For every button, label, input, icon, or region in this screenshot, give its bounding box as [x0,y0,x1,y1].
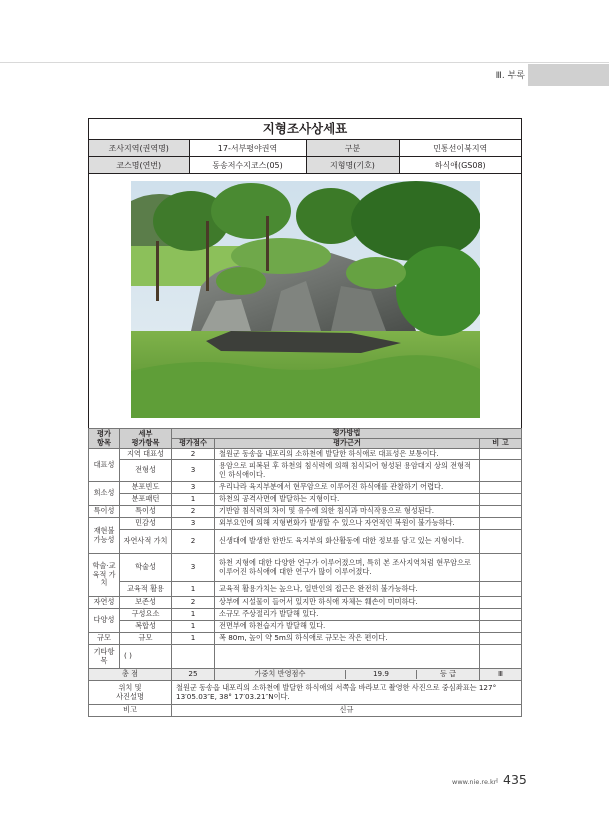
section-label: Ⅲ. 부록 [495,71,525,81]
course-value: 동송저수지코스(05) [189,157,306,174]
note-header: 비 고 [480,439,522,449]
score-cell: 1 [172,609,215,621]
sub-item-cell: 특이성 [120,506,172,518]
location-description: 철원군 동송읍 내포리의 소하천에 발달한 하식애의 서쪽을 바라보고 촬영한 사진으로 중심좌표는 127° 13′05.03″E, 38° 17′03.21″N이다. [172,681,522,705]
sub-item-cell: 복합성 [120,621,172,633]
total-label: 총 점 [89,669,172,681]
basis-cell: 기반암 침식력의 차이 및 유수에 의한 침식과 마식작용으로 형성된다. [215,506,480,518]
location-label: 위치 및 사진설명 [89,681,172,705]
score-cell: 2 [172,506,215,518]
sub-item-cell: 학술성 [120,554,172,582]
region-value: 17-서부평야권역 [189,140,306,157]
category-cell: 규모 [89,633,120,645]
category-cell: 재현불가능성 [89,518,120,554]
remark-label: 비고 [89,705,172,717]
landform-value: 하식애(GS08) [399,157,521,174]
sub-item-cell: 규모 [120,633,172,645]
evaluation-table [88,428,522,717]
course-label: 코스명(연번) [89,157,189,174]
note-cell [480,518,522,530]
sub-item-cell: 분포빈도 [120,482,172,494]
note-cell [480,530,522,554]
sub-item-cell: 교육적 활용 [120,582,172,597]
score-cell: 1 [172,633,215,645]
header-rule [0,62,609,63]
method-header: 평가방법 [172,429,522,439]
category-cell: 대표성 [89,449,120,482]
landform-label: 지형명(기호) [306,157,399,174]
basis-cell: 신생대에 발생한 한반도 육지부의 화산활동에 대한 정보를 담고 있는 지형이다. [215,530,480,554]
division-label: 구분 [306,140,399,157]
basis-cell: 철원군 동송읍 내포리의 소하천에 발달한 하식애로 대표성은 보통이다. [215,449,480,460]
basis-cell: 소규모 주상절리가 발달해 있다. [215,609,480,621]
category-cell: 자연성 [89,597,120,609]
category-cell: 희소성 [89,482,120,506]
sub-item-cell: 보존성 [120,597,172,609]
note-cell [480,482,522,494]
score-cell: 1 [172,621,215,633]
note-cell [480,609,522,621]
survey-box [88,118,522,438]
sub-item-cell: ( ) [120,645,172,669]
basis-cell: 교육적 활용가치는 높으나, 일반인의 접근은 완전히 불가능하다. [215,582,480,597]
sub-item-cell: 전형성 [120,460,172,482]
note-cell [480,506,522,518]
category-cell: 특이성 [89,506,120,518]
score-cell [172,645,215,669]
basis-cell: 폭 80m, 높이 약 5m의 하식애로 규모는 작은 편이다. [215,633,480,645]
note-cell [480,597,522,609]
section-tab [528,64,609,86]
note-cell [480,633,522,645]
cliff-photo [131,181,480,418]
footer-url: www.nie.re.kr [452,778,497,786]
sub-item-cell: 구성요소 [120,609,172,621]
basis-cell: 하천의 공격사면에 발달하는 지형이다. [215,494,480,506]
total-value: 25 [172,669,215,681]
basis-cell: 하천 지형에 대한 다양한 연구가 이루어졌으며, 특히 본 조사지역처럼 현무암으로 이루어진 하식애에 대한 연구가 많이 이루어졌다. [215,554,480,582]
item-header: 평가 항목 [89,429,120,449]
score-cell: 3 [172,518,215,530]
score-cell: 3 [172,482,215,494]
sub-item-cell: 분포패턴 [120,494,172,506]
note-cell [480,494,522,506]
basis-cell [215,645,480,669]
basis-cell: 상부에 시설물이 들어서 있지만 하식애 자체는 훼손이 미미하다. [215,597,480,609]
note-cell [480,554,522,582]
basis-header: 평가근거 [215,439,480,449]
sub-item-cell: 민감성 [120,518,172,530]
category-cell: 기타항목 [89,645,120,669]
page-number: 435 [503,772,527,787]
score-header: 평가점수 [172,439,215,449]
grade-label: 등 급 [416,670,479,679]
weighted-label: 가중치 반영점수 [254,669,306,679]
score-cell: 2 [172,530,215,554]
score-cell: 1 [172,582,215,597]
footer-separator: I [496,777,499,785]
basis-cell: 용암으로 피복된 후 하천의 침식력에 의해 침식되어 형성된 용암대지 상의 전형적인 하식애이다. [215,460,480,482]
survey-title: 지형조사상세표 [89,119,521,140]
region-label: 조사지역(권역명) [89,140,189,157]
basis-cell: 전면부에 하천습지가 발달해 있다. [215,621,480,633]
score-cell: 3 [172,460,215,482]
photo-area [89,174,521,437]
division-value: 민통선이북지역 [399,140,521,157]
score-cell: 2 [172,597,215,609]
category-cell: 다양성 [89,609,120,633]
basis-cell: 우리나라 육지부분에서 현무암으로 이루어진 하식애를 관찰하기 어렵다. [215,482,480,494]
note-cell [480,621,522,633]
score-cell: 2 [172,449,215,460]
weighted-value: 19.9 [345,670,416,679]
survey-info-table [89,140,521,174]
note-cell [480,645,522,669]
sub-item-header: 세부 평가항목 [120,429,172,449]
basis-cell: 외부요인에 의해 지형변화가 발생할 수 있으나 자연적인 복원이 불가능하다. [215,518,480,530]
remark-value: 신규 [172,705,522,717]
grade-value: Ⅲ [480,669,522,681]
sub-item-cell: 지역 대표성 [120,449,172,460]
sub-item-cell: 자연사적 가치 [120,530,172,554]
category-cell: 학술·교육적 가치 [89,554,120,597]
note-cell [480,582,522,597]
note-cell [480,449,522,460]
score-cell: 3 [172,554,215,582]
score-cell: 1 [172,494,215,506]
note-cell [480,460,522,482]
